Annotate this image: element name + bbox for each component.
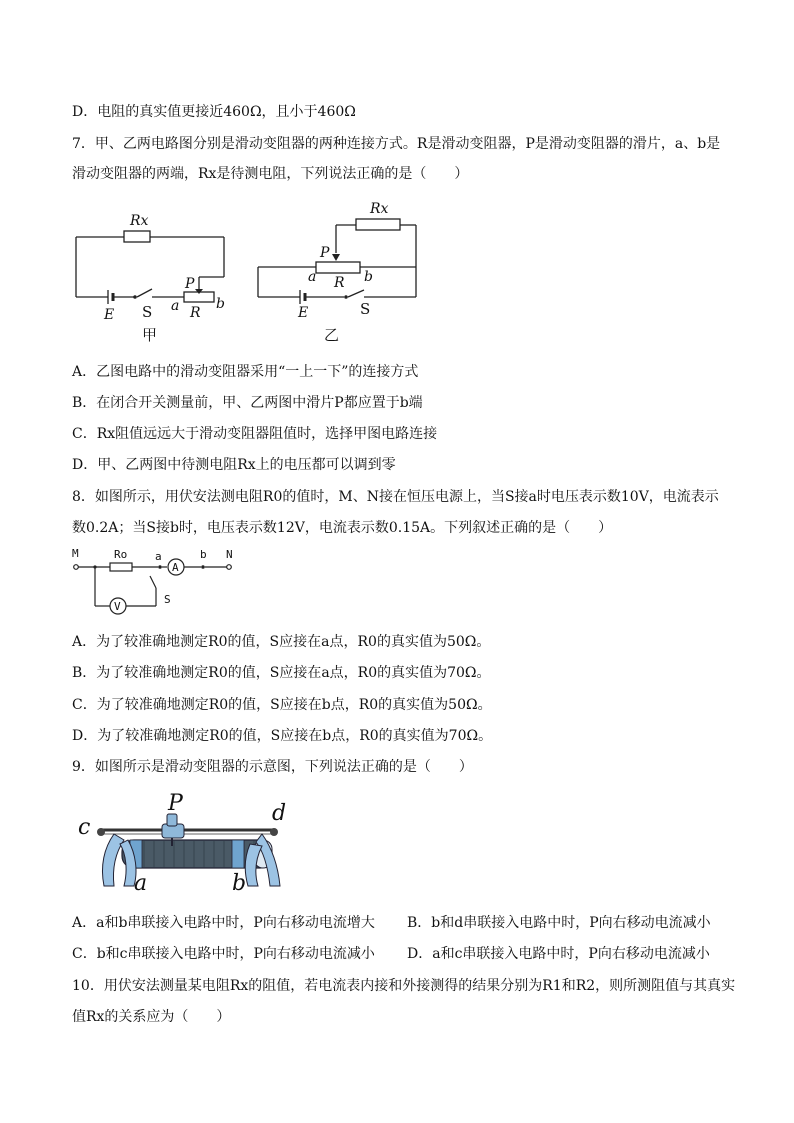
jia-e-label: E [104, 307, 115, 323]
jia-p-label: P [185, 276, 195, 292]
rheostat-p-label: P [168, 791, 183, 816]
yi-p-label: P [320, 245, 330, 261]
jia-b-label: b [216, 296, 225, 312]
q8-option-b: B．为了较准确地测定R0的值，S应接在a点，R0的真实值为70Ω。 [72, 665, 491, 681]
rheostat-b-label: b [232, 871, 247, 896]
yi-r-label: R [334, 275, 345, 291]
q8-option-d: D．为了较准确地测定R0的值，S应接在b点，R0的真实值为70Ω。 [72, 728, 493, 744]
q8-stem-line1: 8．如图所示，用伏安法测电阻R0的值时，M、N接在恒压电源上，当S接a时电压表示数10V，电流表示 [72, 489, 719, 505]
q7-option-d: D．甲、乙两图中待测电阻Rx上的电压都可以调到零 [72, 457, 396, 473]
q10-stem-line1: 10．用伏安法测量某电阻Rx的阻值，若电流表内接和外接测得的结果分别为R1和R2，则所测阻值与其真实 [72, 978, 736, 994]
yi-caption: 乙 [324, 326, 340, 344]
q9-option-d: D．a和c串联接入电路中时，P向右移动电流减小 [407, 946, 710, 962]
q8-stem-line2: 数0.2A；当S接b时，电压表示数12V，电流表示数0.15A。下列叙述正确的是（ ） [72, 520, 613, 536]
rheostat-a-label: a [134, 871, 148, 896]
q8-m-label: M [72, 547, 79, 560]
q8-s-label: S [164, 593, 171, 606]
q8-r0-label: Ro [114, 548, 128, 561]
q6-option-d: D．电阻的真实值更接近460Ω，且小于460Ω [72, 104, 356, 120]
yi-e-label: E [298, 305, 309, 321]
circuit-yi-diagram [256, 197, 426, 347]
q8-b-label: b [200, 548, 207, 561]
q7-stem-line2: 滑动变阻器的两端，Rx是待测电阻，下列说法正确的是（ ） [72, 166, 469, 182]
q8-ammeter-label: A [172, 561, 179, 574]
jia-s-label: S [142, 303, 153, 321]
q9-option-b: B．b和d串联接入电路中时，P向右移动电流减小 [407, 915, 711, 931]
q8-option-c: C．为了较准确地测定R0的值，S应接在b点，R0的真实值为50Ω。 [72, 697, 492, 713]
rheostat-diagram [74, 788, 294, 898]
rheostat-d-label: d [272, 801, 287, 826]
q7-option-b: B．在闭合开关测量前，甲、乙两图中滑片P都应置于b端 [72, 395, 423, 411]
q10-stem-line2: 值Rx的关系应为（ ） [72, 1009, 231, 1025]
q9-stem: 9．如图所示是滑动变阻器的示意图，下列说法正确的是（ ） [72, 759, 473, 775]
yi-rx-label: Rx [370, 201, 389, 217]
q7-stem-line1: 7．甲、乙两电路图分别是滑动变阻器的两种连接方式。R是滑动变阻器，P是滑动变阻器的滑片，a、b是 [72, 136, 721, 152]
q8-option-a: A．为了较准确地测定R0的值，S应接在a点，R0的真实值为50Ω。 [72, 634, 491, 650]
q8-n-label: N [226, 548, 233, 561]
jia-caption: 甲 [142, 326, 158, 344]
yi-a-label: a [308, 269, 317, 285]
q7-option-a: A．乙图电路中的滑动变阻器采用“一上一下”的连接方式 [72, 364, 419, 380]
q9-option-a: A．a和b串联接入电路中时，P向右移动电流增大 [72, 915, 375, 931]
q9-option-c: C．b和c串联接入电路中时，P向右移动电流减小 [72, 946, 375, 962]
q8-voltmeter-label: V [114, 600, 121, 613]
yi-b-label: b [364, 269, 373, 285]
q8-a-label: a [155, 550, 162, 563]
circuit-q8-diagram [70, 548, 240, 618]
q7-option-c: C．Rx阻值远远大于滑动变阻器阻值时，选择甲图电路连接 [72, 426, 438, 442]
jia-a-label: a [171, 298, 180, 314]
rheostat-c-label: c [78, 815, 91, 840]
yi-s-label: S [360, 300, 371, 318]
jia-rx-label: Rx [130, 213, 149, 229]
jia-r-label: R [190, 305, 201, 321]
circuit-jia-diagram [72, 205, 232, 345]
